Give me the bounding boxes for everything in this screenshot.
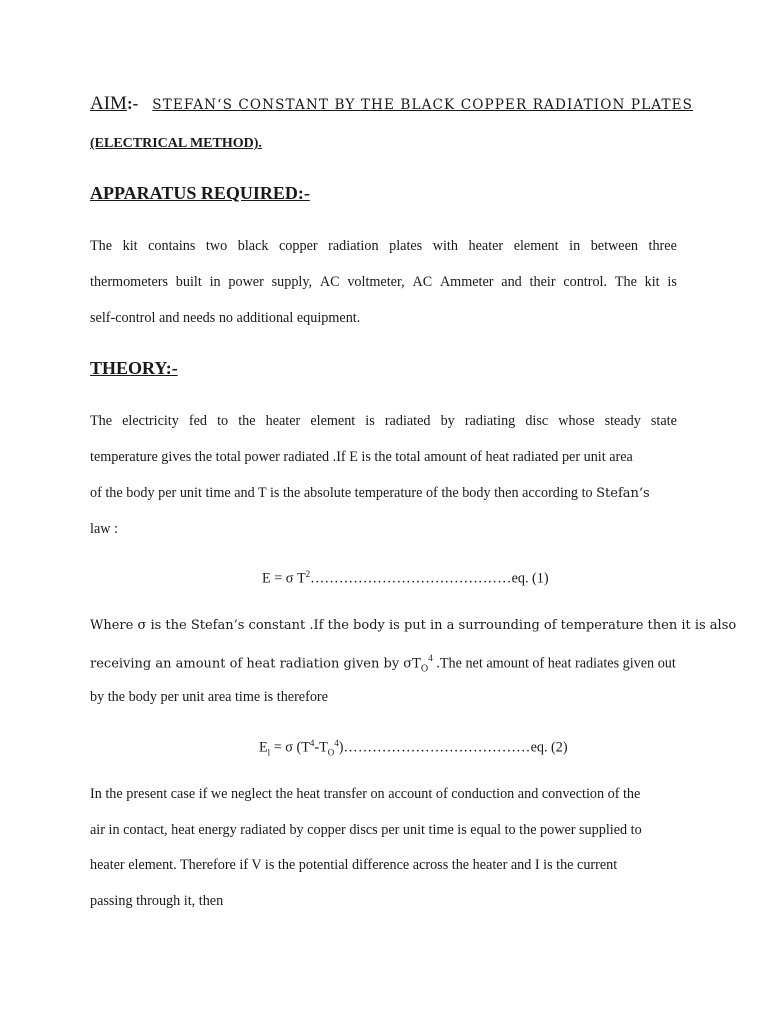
theory-line-3	[90, 485, 650, 502]
eq1-dots: ……………………………………	[310, 570, 512, 587]
theory-p2-line-2b: .The net amount of heat radiates given out	[432, 655, 676, 672]
word: The	[614, 274, 637, 290]
word: kit	[644, 274, 660, 290]
word: kit	[122, 238, 138, 254]
word: black	[237, 238, 269, 254]
word: element	[310, 413, 356, 429]
aim-line	[90, 93, 693, 115]
theory-line-1	[90, 413, 677, 430]
theory-p3-line-4: passing through it, then	[90, 893, 224, 909]
word: control.	[563, 274, 608, 290]
aim-title: STEFAN‘S CONSTANT BY THE BLACK COPPER RADIATION PLATES	[152, 97, 694, 113]
theory-p2-line-2a: receiving an amount of heat radiation given by σT	[90, 656, 421, 672]
theory-p2-line-1: Where σ is the Stefan’s constant .If the body is put in a surrounding of temperature then it is also	[90, 618, 737, 633]
eq2-lhs-sub: l	[267, 747, 271, 758]
eq2-mid1: = σ (T	[270, 739, 310, 756]
word: between	[590, 238, 638, 254]
theory-p2-sup: 4	[428, 653, 433, 663]
apparatus-line-3: self-control and needs no additional equipment.	[90, 310, 361, 326]
word: AC	[412, 274, 433, 290]
theory-p3-line-2: air in contact, heat energy radiated by copper discs per unit time is equal to the power supplied to	[90, 822, 642, 838]
word: disc	[525, 413, 549, 429]
eq2-dots: …………………………………	[343, 739, 531, 756]
eq2-mid2: -T	[314, 739, 328, 756]
equation-2	[259, 738, 568, 758]
word: radiation	[328, 238, 379, 254]
word: is	[667, 274, 677, 290]
eq2-label: eq. (2)	[530, 739, 568, 756]
word: their	[529, 274, 556, 290]
word: Ammeter	[439, 274, 494, 290]
word: whose	[558, 413, 595, 429]
eq2-lhs: E	[259, 739, 268, 756]
eq2-sup1: 4	[309, 738, 315, 748]
theory-line-3-stefan: Stefan‘s	[596, 486, 650, 501]
eq1-lhs: E = σ T	[262, 570, 306, 587]
word: copper	[279, 238, 318, 254]
word: The	[90, 238, 113, 254]
theory-p3-line-3: heater element. Therefore if V is the potential difference across the heater and I is the current	[90, 857, 618, 873]
word: heater	[265, 413, 301, 429]
eq1-exponent: 2	[305, 569, 311, 579]
word: radiating	[464, 413, 516, 429]
word: heater	[468, 238, 504, 254]
word: contains	[148, 238, 196, 254]
apparatus-heading: APPARATUS REQUIRED:-	[90, 183, 310, 203]
theory-p2-sub: O	[420, 664, 429, 675]
word: electricity	[122, 413, 179, 429]
eq2-sub2: O	[327, 747, 335, 758]
theory-heading: THEORY:-	[90, 358, 178, 378]
word: fed	[188, 413, 208, 429]
word: the	[238, 413, 256, 429]
word: power	[228, 274, 264, 290]
word: plates	[389, 238, 423, 254]
theory-p3-line-1: In the present case if we neglect the heat transfer on account of conduction and convection of the	[90, 786, 641, 802]
word: in	[569, 238, 581, 254]
word: by	[440, 413, 455, 429]
aim-label: AIM	[90, 93, 127, 114]
eq2-sup2: 4	[334, 738, 339, 748]
word: in	[209, 274, 221, 290]
word: and	[501, 274, 522, 290]
theory-line-4: law :	[90, 521, 118, 537]
word: three	[648, 238, 677, 254]
theory-p2-line-2	[90, 653, 676, 675]
equation-1	[262, 569, 549, 588]
aim-subtitle: (ELECTRICAL METHOD).	[90, 136, 262, 151]
apparatus-line-1	[90, 238, 677, 255]
word: radiated	[384, 413, 431, 429]
word: two	[205, 238, 228, 254]
eq2-close: )	[338, 739, 344, 756]
aim-separator: :-	[126, 94, 139, 113]
word: to	[217, 413, 229, 429]
word: steady	[604, 413, 641, 429]
theory-p2-line-3: by the body per unit area time is therefore	[90, 689, 328, 705]
word: supply,	[271, 274, 313, 290]
word: built	[175, 274, 202, 290]
word: AC	[319, 274, 340, 290]
apparatus-line-2	[90, 274, 677, 291]
word: with	[432, 238, 458, 254]
word: thermometers	[90, 274, 169, 290]
word: state	[650, 413, 677, 429]
word: element	[513, 238, 559, 254]
theory-line-3-text: of the body per unit time and T is the absolute temperature of the body then according to	[90, 485, 593, 501]
word: The	[90, 413, 113, 429]
eq1-label: eq. (1)	[511, 570, 549, 587]
word: voltmeter,	[347, 274, 405, 290]
word: is	[365, 413, 375, 429]
theory-line-2: temperature gives the total power radiated .If E is the total amount of heat radiated per unit area	[90, 449, 633, 465]
